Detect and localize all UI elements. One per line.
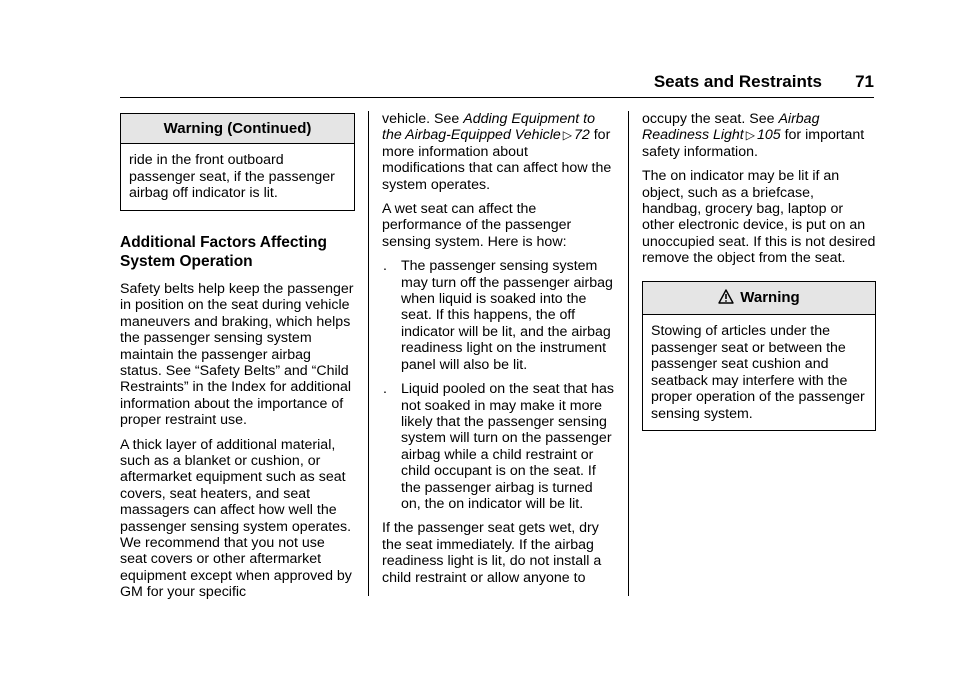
paragraph-wet-seat: A wet seat can affect the performance of the passenger sensing system. Here is how: [382,201,572,250]
column-1 [120,113,355,609]
paragraph-occupy-seat [642,111,876,160]
warning-heading-text: Warning [740,288,800,306]
text-fragment: for important safety information. [642,127,865,160]
text-fragment: vehicle. See [382,111,464,127]
section-title: Seats and Restraints [653,72,822,91]
bullet-marker: . [383,258,387,275]
paragraph-dry-seat: If the passenger seat gets wet, dry the seat immediately. If the airbag readiness light is lit, do not install a child restraint or allow anyone to [382,520,602,586]
paragraph-on-indicator: The on indicator may be lit if an object, such as a briefcase, handbag, grocery bag, laptop or other electronic device, is put on an unoccupied seat. If this is not desired remove the object from the seat. [642,168,876,267]
paragraph-adding-equipment [382,111,614,193]
page-reference-arrow-icon: ▷ [745,128,755,143]
warning-continued-box [120,113,355,211]
text-fragment: occupy the seat. See [642,111,779,127]
header-rule [120,97,874,98]
cross-reference-page: 72 [574,127,590,144]
cross-reference-page: 105 [756,127,781,144]
warning-body: Stowing of articles under the passenger seat or between the passenger seat cushion and seatback may interfere with the proper operation of the passenger sensing system. [651,323,865,422]
paragraph-safety-belts: Safety belts help keep the passenger in position on the seat during vehicle maneuvers and braking, which helps the passenger sensing system maintain the passenger airbag status. See “Safety Belts” and “Child Restraints” in the Index for additional information about the importance of proper restraint use. [120,280,354,429]
list-item-text: The passenger sensing system may turn off the passenger airbag when liquid is soaked into the seat. If this happens, the off indicator will be lit, and the airbag readiness light on the instrument panel will also be lit. [401,258,613,373]
page-number: 71 [855,72,874,91]
column-2 [382,111,614,594]
warning-continued-heading: Warning (Continued) [121,114,354,144]
warning-triangle-icon [718,289,734,308]
cross-reference-title: Airbag Readiness Light [642,111,820,144]
warning-continued-body: ride in the front outboard passenger seat, if the passenger airbag off indicator is lit. [129,152,335,202]
cross-reference-title: Adding Equipment to the Airbag-Equipped Vehicle [382,111,595,144]
bullet-marker: . [383,381,387,398]
list-item-text: Liquid pooled on the seat that has not soaked in may make it more likely that the passenger sensing system will turn on the passenger airbag while a child restraint or child occupant is on the seat. If the passenger airbag is turned on, the on indicator will be lit. [401,381,614,512]
warning-box [642,281,876,431]
list-item [382,258,614,373]
column-divider-2 [628,111,629,596]
column-divider-1 [368,111,369,596]
list-item [382,381,614,512]
paragraph-additional-material: A thick layer of additional material, such as a blanket or cushion, or aftermarket equipment such as seat covers, seat heaters, and seat massagers can affect how well the passenger sensing system operates. We recommend that you not use seat covers or other aftermarket equipment except when approved by GM for your specific [120,436,352,601]
section-heading: Additional Factors Affecting System Operation [120,233,327,270]
warning-heading [643,282,875,315]
page-reference-arrow-icon: ▷ [562,128,573,143]
text-fragment: for more information about modifications that can affect how the system operates. [382,127,612,193]
page-header [120,72,874,96]
column-3 [642,111,876,453]
